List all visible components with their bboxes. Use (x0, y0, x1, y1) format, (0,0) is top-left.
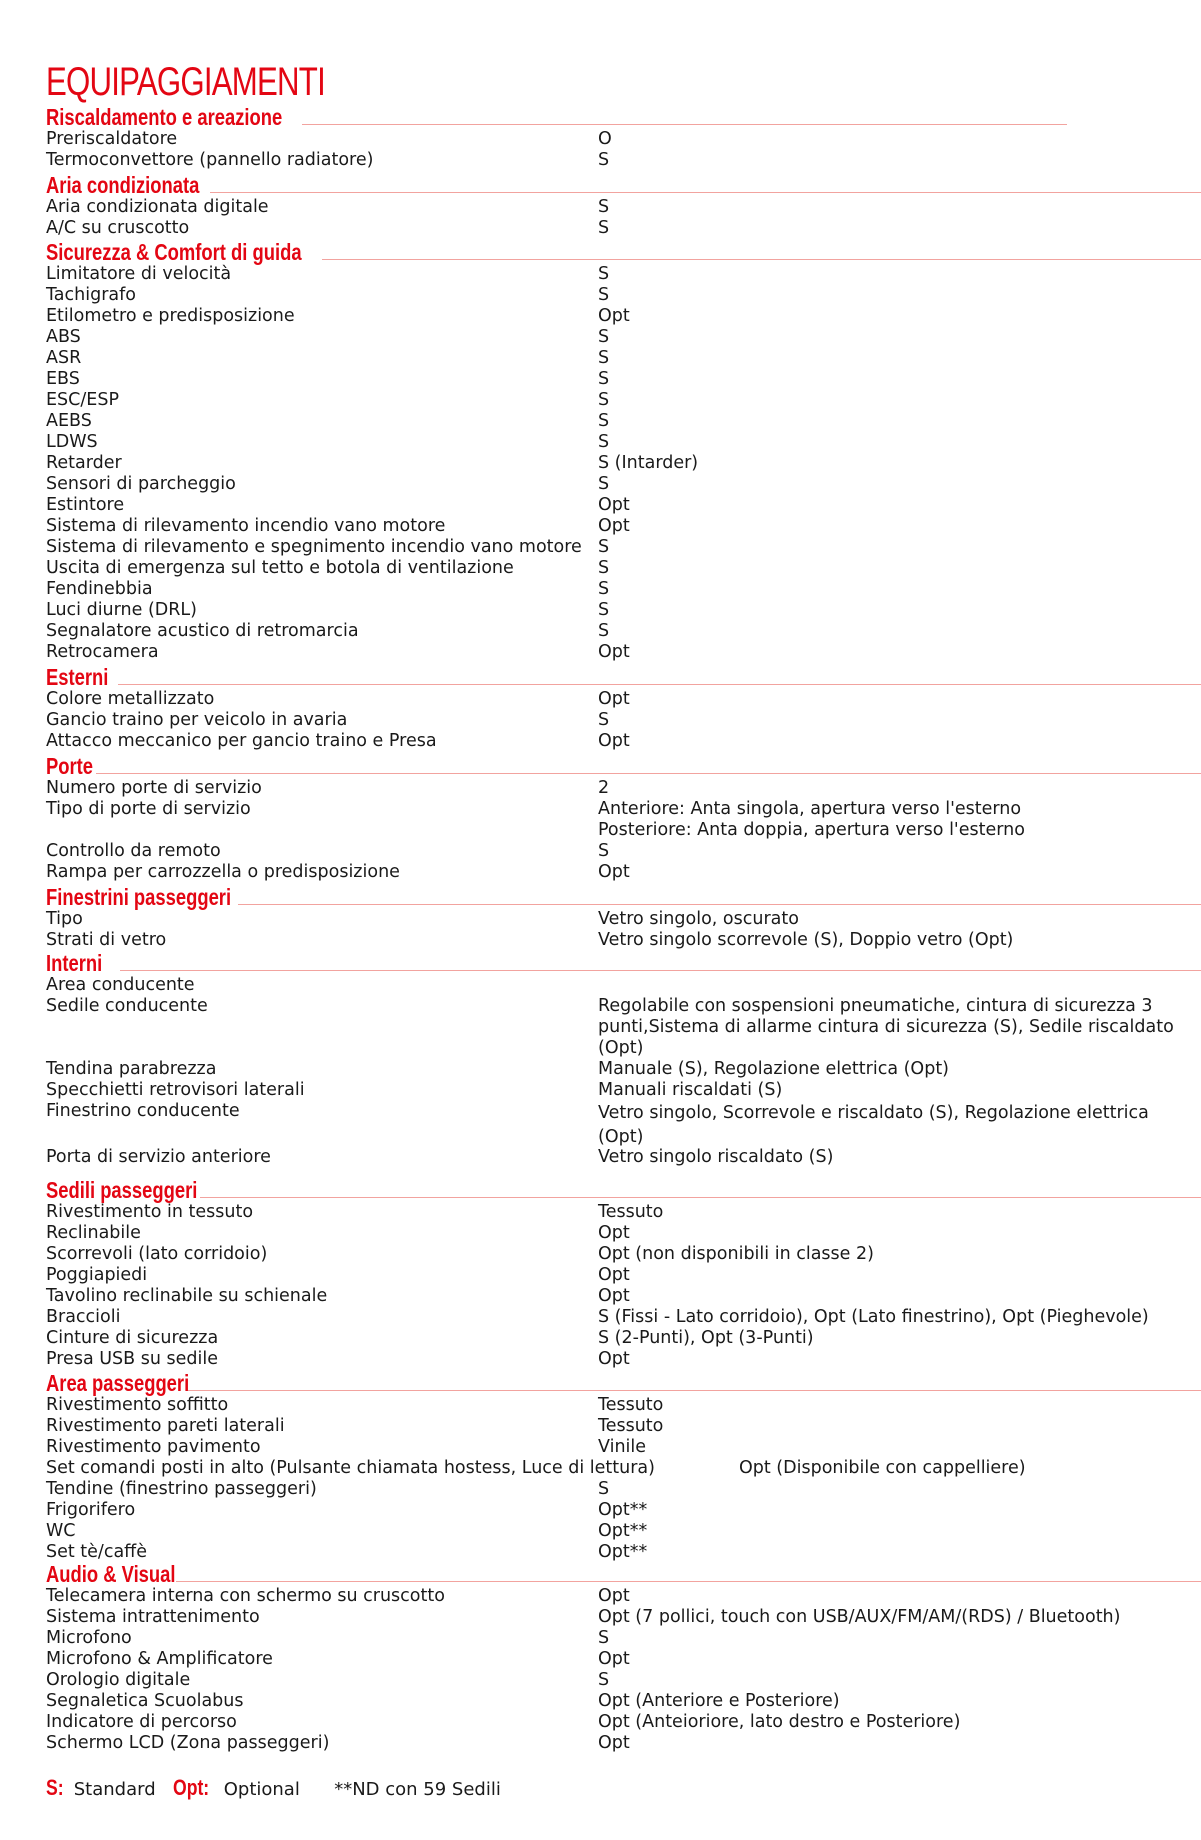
spec-row (46, 411, 1196, 432)
spec-row (46, 348, 1196, 369)
spec-value: S (598, 348, 610, 368)
spec-row (46, 1202, 1196, 1223)
spec-row (46, 1607, 1196, 1628)
section-header (46, 664, 124, 689)
spec-row (46, 218, 1196, 239)
section-title: Sicurezza & Comfort di guida (46, 239, 302, 265)
section-title: Esterni (46, 664, 109, 690)
spec-label: Rivestimento pareti laterali (46, 1416, 285, 1436)
spec-label: Porta di servizio anteriore (46, 1147, 271, 1167)
spec-label: Strati di vetro (46, 930, 167, 950)
spec-value: Tessuto (598, 1202, 664, 1222)
spec-row (46, 474, 1196, 495)
section-header (46, 239, 365, 264)
spec-row (46, 1521, 1196, 1542)
spec-value: S (598, 432, 610, 452)
spec-row (46, 909, 1196, 930)
spec-row (46, 1416, 1196, 1437)
legend-optional-abbr: Opt: (172, 1775, 209, 1800)
spec-row (46, 1395, 1196, 1416)
spec-label: Finestrino conducente (46, 1101, 240, 1121)
spec-label: Luci diurne (DRL) (46, 600, 197, 620)
spec-value: Vinile (598, 1437, 647, 1457)
section-header (46, 1177, 235, 1202)
spec-row (46, 558, 1196, 579)
spec-row (46, 1286, 1196, 1307)
spec-value: Opt (598, 495, 630, 515)
spec-value: S (598, 411, 610, 431)
spec-value: S (598, 1479, 610, 1499)
spec-value: S (Fissi - Lato corridoio), Opt (Lato finestrino), Opt (Pieghevole) (598, 1307, 1149, 1327)
page-title: EQUIPAGGIAMENTI (46, 60, 325, 104)
spec-label: Sistema intrattenimento (46, 1607, 260, 1627)
legend-standard-abbr: S: (46, 1775, 64, 1800)
spec-value: S (598, 537, 610, 557)
spec-label: Frigorifero (46, 1500, 136, 1520)
spec-value: Opt (7 pollici, touch con USB/AUX/FM/AM/(RDS) / Bluetooth) (598, 1607, 1121, 1627)
spec-label: Tavolino reclinabile su schienale (46, 1286, 328, 1306)
spec-value: Opt (non disponibili in classe 2) (598, 1244, 874, 1264)
spec-row (46, 689, 1196, 710)
spec-row (46, 1542, 1196, 1563)
spec-label: Attacco meccanico per gancio traino e Presa (46, 731, 437, 751)
section-title: Riscaldamento e areazione (46, 104, 283, 130)
spec-row (46, 841, 1196, 862)
spec-row (46, 1458, 1196, 1479)
spec-label: Aria condizionata digitale (46, 197, 269, 217)
spec-label: Specchietti retrovisori laterali (46, 1080, 305, 1100)
spec-row (46, 432, 1196, 453)
spec-row (46, 996, 1196, 1059)
spec-label: Sensori di parcheggio (46, 474, 236, 494)
spec-label: Rampa per carrozzella o predisposizione (46, 862, 400, 882)
section-title: Finestrini passeggeri (46, 884, 232, 910)
spec-label: Retarder (46, 453, 122, 473)
spec-value: Tessuto (598, 1416, 664, 1436)
spec-value: Opt (598, 1223, 630, 1243)
spec-label: Orologio digitale (46, 1670, 191, 1690)
spec-label: Schermo LCD (Zona passeggeri) (46, 1733, 330, 1753)
spec-label: Retrocamera (46, 642, 159, 662)
spec-label: Etilometro e predisposizione (46, 306, 295, 326)
spec-value: Opt (Anteriore e Posteriore) (598, 1691, 840, 1711)
spec-label: ABS (46, 327, 81, 347)
spec-label: EBS (46, 369, 80, 389)
spec-row (46, 1733, 1196, 1754)
spec-value: S (598, 841, 610, 861)
section-header (46, 1561, 208, 1586)
spec-value: Opt (598, 1286, 630, 1306)
spec-label: Rivestimento pavimento (46, 1437, 261, 1457)
spec-label: Scorrevoli (lato corridoio) (46, 1244, 268, 1264)
spec-value: Regolabile con sospensioni pneumatiche, cintura di sicurezza 3 punti,Sistema di allarme cintura di sicurezza (S), Sedile riscaldato (Opt) (598, 996, 1174, 1058)
spec-label: Presa USB su sedile (46, 1349, 218, 1369)
spec-row (46, 731, 1196, 752)
section-header (46, 104, 341, 129)
spec-label: Colore metallizzato (46, 689, 215, 709)
spec-row (46, 390, 1196, 411)
spec-value: Opt (598, 1733, 630, 1753)
spec-value: S (598, 218, 610, 238)
spec-label: Gancio traino per veicolo in avaria (46, 710, 348, 730)
section-header (46, 884, 277, 909)
section-header (46, 1370, 225, 1395)
spec-row (46, 1712, 1196, 1733)
spec-value: Vetro singolo scorrevole (S), Doppio vetro (Opt) (598, 930, 1014, 950)
legend-optional-text: Optional (223, 1779, 300, 1800)
section-divider (238, 904, 1201, 905)
spec-value: Opt (Anteioriore, lato destro e Posteriore) (598, 1712, 961, 1732)
spec-label: Poggiapiedi (46, 1265, 148, 1285)
spec-value: Opt (598, 689, 630, 709)
spec-value: Opt (598, 306, 630, 326)
spec-row (46, 975, 1196, 996)
spec-label: Indicatore di percorso (46, 1712, 237, 1732)
section-title: Porte (46, 753, 94, 779)
spec-row (46, 862, 1196, 883)
spec-label: Tendine (finestrino passeggeri) (46, 1479, 317, 1499)
spec-label: WC (46, 1521, 76, 1541)
spec-value: S (598, 369, 610, 389)
legend-footer (46, 1776, 501, 1802)
spec-value: S (598, 1670, 610, 1690)
spec-value: S (598, 474, 610, 494)
spec-label: Controllo da remoto (46, 841, 221, 861)
spec-value: S (598, 1628, 610, 1648)
spec-value: Opt (598, 1265, 630, 1285)
section-header (46, 950, 116, 975)
spec-row (46, 369, 1196, 390)
spec-label: Segnaletica Scuolabus (46, 1691, 244, 1711)
spec-label: Microfono (46, 1628, 132, 1648)
spec-value: S (2-Punti), Opt (3-Punti) (598, 1328, 814, 1348)
spec-row (46, 1307, 1196, 1328)
spec-label: Sistema di rilevamento e spegnimento incendio vano motore (46, 537, 582, 557)
spec-label: Tipo di porte di servizio (46, 799, 251, 819)
spec-row (46, 1649, 1196, 1670)
spec-label: Microfono & Amplificatore (46, 1649, 273, 1669)
spec-value: S (598, 710, 610, 730)
section-divider (188, 1390, 1201, 1391)
spec-value: Vetro singolo, oscurato (598, 909, 799, 929)
section-title: Interni (46, 950, 103, 976)
spec-value: Vetro singolo riscaldato (S) (598, 1147, 834, 1167)
spec-row (46, 710, 1196, 731)
spec-row (46, 1265, 1196, 1286)
spec-row (46, 1628, 1196, 1649)
spec-row (46, 642, 1196, 663)
spec-label: Limitatore di velocità (46, 264, 232, 284)
spec-row (46, 621, 1196, 642)
legend-note: **ND con 59 Sedili (334, 1779, 501, 1800)
spec-label: Reclinabile (46, 1223, 141, 1243)
spec-label: Sistema di rilevamento incendio vano motore (46, 516, 446, 536)
spec-label: Rivestimento soffitto (46, 1395, 229, 1415)
spec-value: S (598, 197, 610, 217)
spec-value: Opt (Disponibile con cappelliere) (739, 1458, 1026, 1478)
spec-row (46, 579, 1196, 600)
spec-row (46, 778, 1196, 799)
spec-row (46, 306, 1196, 327)
spec-value: Opt (598, 642, 630, 662)
spec-row (46, 1244, 1196, 1265)
spec-row (46, 495, 1196, 516)
spec-value: Opt** (598, 1521, 648, 1541)
spec-value: Opt** (598, 1500, 648, 1520)
spec-value: Opt (598, 1349, 630, 1369)
section-header (46, 172, 238, 197)
spec-label: Uscita di emergenza sul tetto e botola di ventilazione (46, 558, 514, 578)
section-divider (302, 124, 1067, 125)
spec-value: S (598, 327, 610, 347)
spec-value: S (598, 621, 610, 641)
spec-row (46, 1147, 1196, 1168)
spec-label: Tachigrafo (46, 285, 136, 305)
spec-value: Manuali riscaldati (S) (598, 1080, 783, 1100)
spec-value: Manuale (S), Regolazione elettrica (Opt) (598, 1059, 950, 1079)
spec-row (46, 1349, 1196, 1370)
spec-label: Segnalatore acustico di retromarcia (46, 621, 359, 641)
spec-label: A/C su cruscotto (46, 218, 190, 238)
legend-standard-text: Standard (73, 1779, 156, 1800)
spec-row (46, 1101, 1196, 1147)
spec-label: ASR (46, 348, 82, 368)
spec-label: Preriscaldatore (46, 129, 178, 149)
spec-label: Estintore (46, 495, 125, 515)
spec-label: Rivestimento in tessuto (46, 1202, 254, 1222)
spec-row (46, 1500, 1196, 1521)
spec-label: Set tè/caffè (46, 1542, 147, 1562)
spec-value: Opt (598, 1649, 630, 1669)
spec-label: Braccioli (46, 1307, 121, 1327)
section-divider (210, 192, 1201, 193)
spec-row (46, 1691, 1196, 1712)
spec-value: S (598, 390, 610, 410)
spec-label: Area conducente (46, 975, 195, 995)
spec-value: Anteriore: Anta singola, apertura verso l'esterno Posteriore: Anta doppia, apertura verso l'esterno (598, 799, 1025, 840)
spec-row (46, 600, 1196, 621)
spec-label: Cinture di sicurezza (46, 1328, 219, 1348)
spec-value: O (598, 129, 612, 149)
section-divider (120, 970, 1201, 971)
spec-row (46, 327, 1196, 348)
spec-row (46, 197, 1196, 218)
spec-row (46, 537, 1196, 558)
spec-value: S (Intarder) (598, 453, 699, 473)
spec-label: LDWS (46, 432, 98, 452)
spec-row (46, 150, 1196, 171)
spec-label: Tendina parabrezza (46, 1059, 217, 1079)
spec-row (46, 1670, 1196, 1691)
spec-value: Vetro singolo, Scorrevole e riscaldato (S), Regolazione elettrica (Opt) (598, 1103, 1149, 1147)
section-divider (176, 1581, 1201, 1582)
spec-value: Opt (598, 1586, 630, 1606)
spec-label: Set comandi posti in alto (Pulsante chiamata hostess, Luce di lettura) (46, 1458, 655, 1478)
spec-value: S (598, 264, 610, 284)
spec-row (46, 1328, 1196, 1349)
spec-row (46, 1059, 1196, 1080)
spec-row (46, 285, 1196, 306)
spec-row (46, 1437, 1196, 1458)
spec-label: Telecamera interna con schermo su cruscotto (46, 1586, 445, 1606)
spec-value: S (598, 600, 610, 620)
spec-value: Opt (598, 516, 630, 536)
spec-row (46, 453, 1196, 474)
spec-row (46, 516, 1196, 537)
section-divider (322, 259, 1201, 260)
section-title: Area passeggeri (46, 1370, 190, 1396)
section-divider (200, 1197, 1201, 1198)
spec-row (46, 264, 1196, 285)
spec-row (46, 799, 1196, 841)
section-title: Aria condizionata (46, 172, 200, 198)
spec-row (46, 129, 1196, 150)
spec-value: Tessuto (598, 1395, 664, 1415)
spec-label: Tipo (46, 909, 83, 929)
spec-value: Opt (598, 731, 630, 751)
spec-label: Termoconvettore (pannello radiatore) (46, 150, 374, 170)
spec-value: Opt** (598, 1542, 648, 1562)
section-header (46, 753, 105, 778)
section-title: Sedili passeggeri (46, 1177, 198, 1203)
section-title: Audio & Visual (46, 1561, 176, 1587)
spec-row (46, 1586, 1196, 1607)
spec-value: S (598, 579, 610, 599)
spec-row (46, 1080, 1196, 1101)
spec-row (46, 1223, 1196, 1244)
section-divider (96, 773, 1201, 774)
spec-value: S (598, 150, 610, 170)
spec-row (46, 930, 1196, 951)
spec-label: Fendinebbia (46, 579, 153, 599)
spec-value: Opt (598, 862, 630, 882)
spec-value: S (598, 558, 610, 578)
spec-label: ESC/ESP (46, 390, 119, 410)
spec-value: S (598, 285, 610, 305)
spec-value: 2 (598, 778, 610, 798)
section-divider (118, 684, 1201, 685)
spec-row (46, 1479, 1196, 1500)
spec-label: Numero porte di servizio (46, 778, 262, 798)
spec-label: Sedile conducente (46, 996, 208, 1016)
spec-label: AEBS (46, 411, 92, 431)
